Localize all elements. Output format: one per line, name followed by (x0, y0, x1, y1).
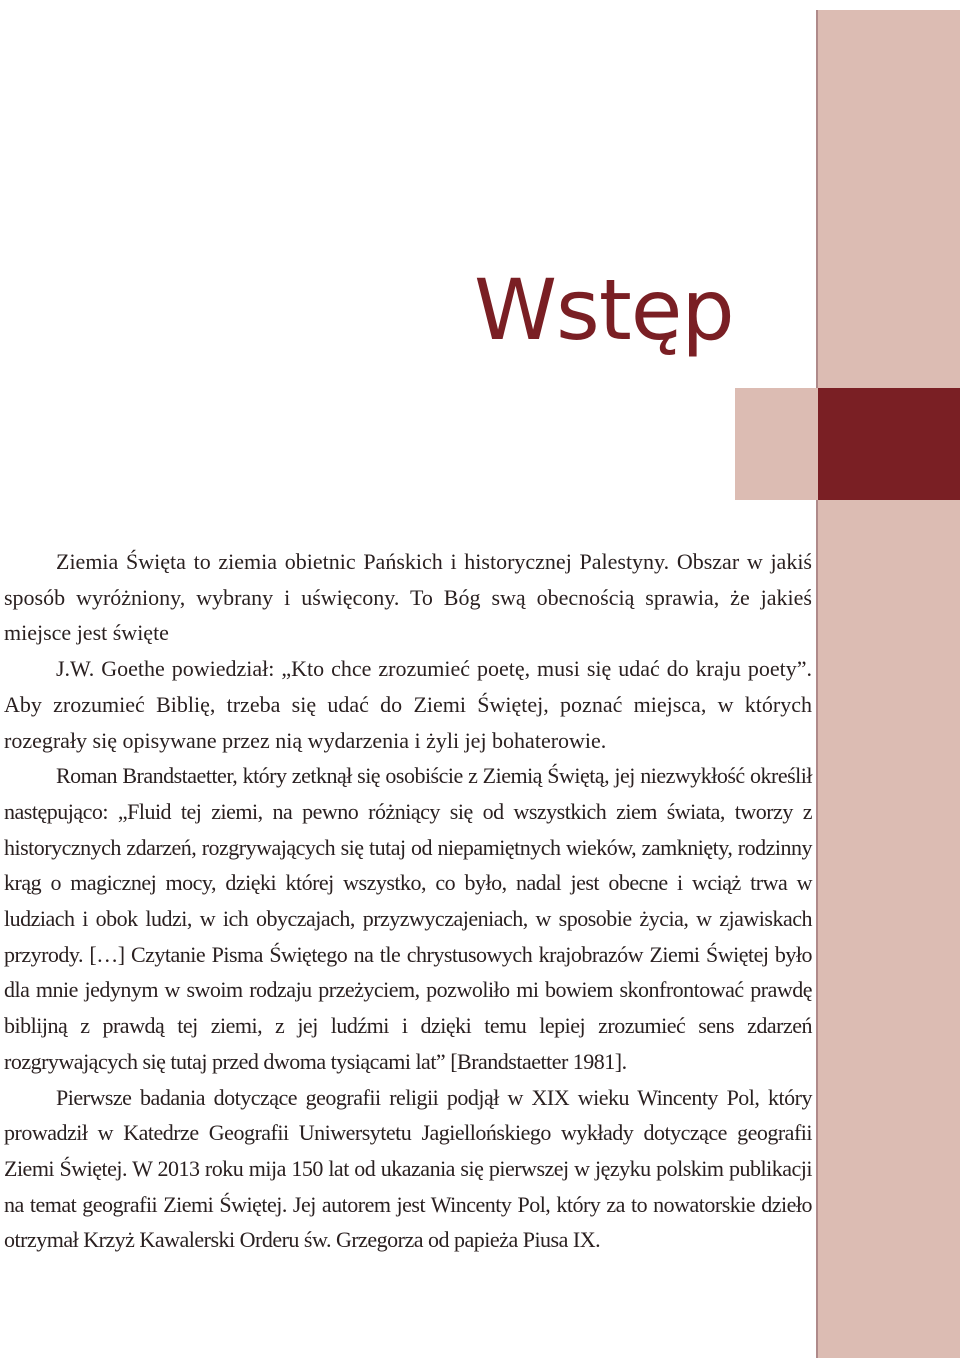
paragraph-3: Roman Brandstaetter, który zetknął się osobiście z Ziemią Świętą, jej niezwykłość określił następująco: „Fluid tej ziemi, na pewno różniący się od wszystkich ziem świata, tworzy z historycznych zdarzeń, rozgrywających się tutaj od niepamiętnych wieków, zamknięty, rodzinny krąg o magicznej mocy, dzięki której wszystko, co było, nadal jest obecne i wciąż trwa w ludziach i obok ludzi, w ich obyczajach, przyzwyczajeniach, w sposobie życia, w zjawiskach przyrody. […] Czytanie Pisma Świętego na tle chrystusowych krajobrazów Ziemi Świętej było dla mnie jedynym w swoim rodzaju przeżyciem, pozwoliło mi bowiem skonfrontować prawdę biblijną z prawdą tej ziemi, z jej ludźmi i dzięki temu lepiej zrozumieć sens zdarzeń rozgrywających się tutaj przed dwoma tysiącami lat” [Brandstaetter 1981]. (4, 763, 812, 1074)
paragraph-2: J.W. Goethe powiedział: „Kto chce zrozumieć poetę, musi się udać do kraju poety”. Aby zrozumieć Biblię, trzeba się udać do Ziemi Świętej, poznać miejsca, w których rozegrały się opisywane przez nią wydarzenia i żyli jej bohaterowie. (4, 656, 812, 753)
title-accent-block-dark (818, 388, 960, 500)
sidebar-decoration (818, 10, 960, 1358)
body-text (4, 544, 812, 1258)
paragraph-1: Ziemia Święta to ziemia obietnic Pańskich i historycznej Palestyny. Obszar w jakiś sposób wyróżniony, wybrany i uświęcony. To Bóg swą obecnością sprawia, że jakieś miejsce jest święte (4, 549, 812, 646)
title-accent-block-light (735, 388, 818, 500)
paragraph-4: Pierwsze badania dotyczące geografii religii podjął w XIX wieku Wincenty Pol, który prowadził w Katedrze Geografii Uniwersytetu Jagiellońskiego wykłady dotyczące geografii Ziemi Świętej. W 2013 roku mija 150 lat od ukazania się pierwszej w języku polskim publikacji na temat geografii Ziemi Świętej. Jej autorem jest Wincenty Pol, który za to nowatorskie dzieło otrzymał Krzyż Kawalerski Orderu św. Grzegorza od papieża Piusa IX. (4, 1084, 812, 1253)
page-title: Wstęp (474, 261, 734, 359)
sidebar-edge-line (816, 10, 818, 1358)
